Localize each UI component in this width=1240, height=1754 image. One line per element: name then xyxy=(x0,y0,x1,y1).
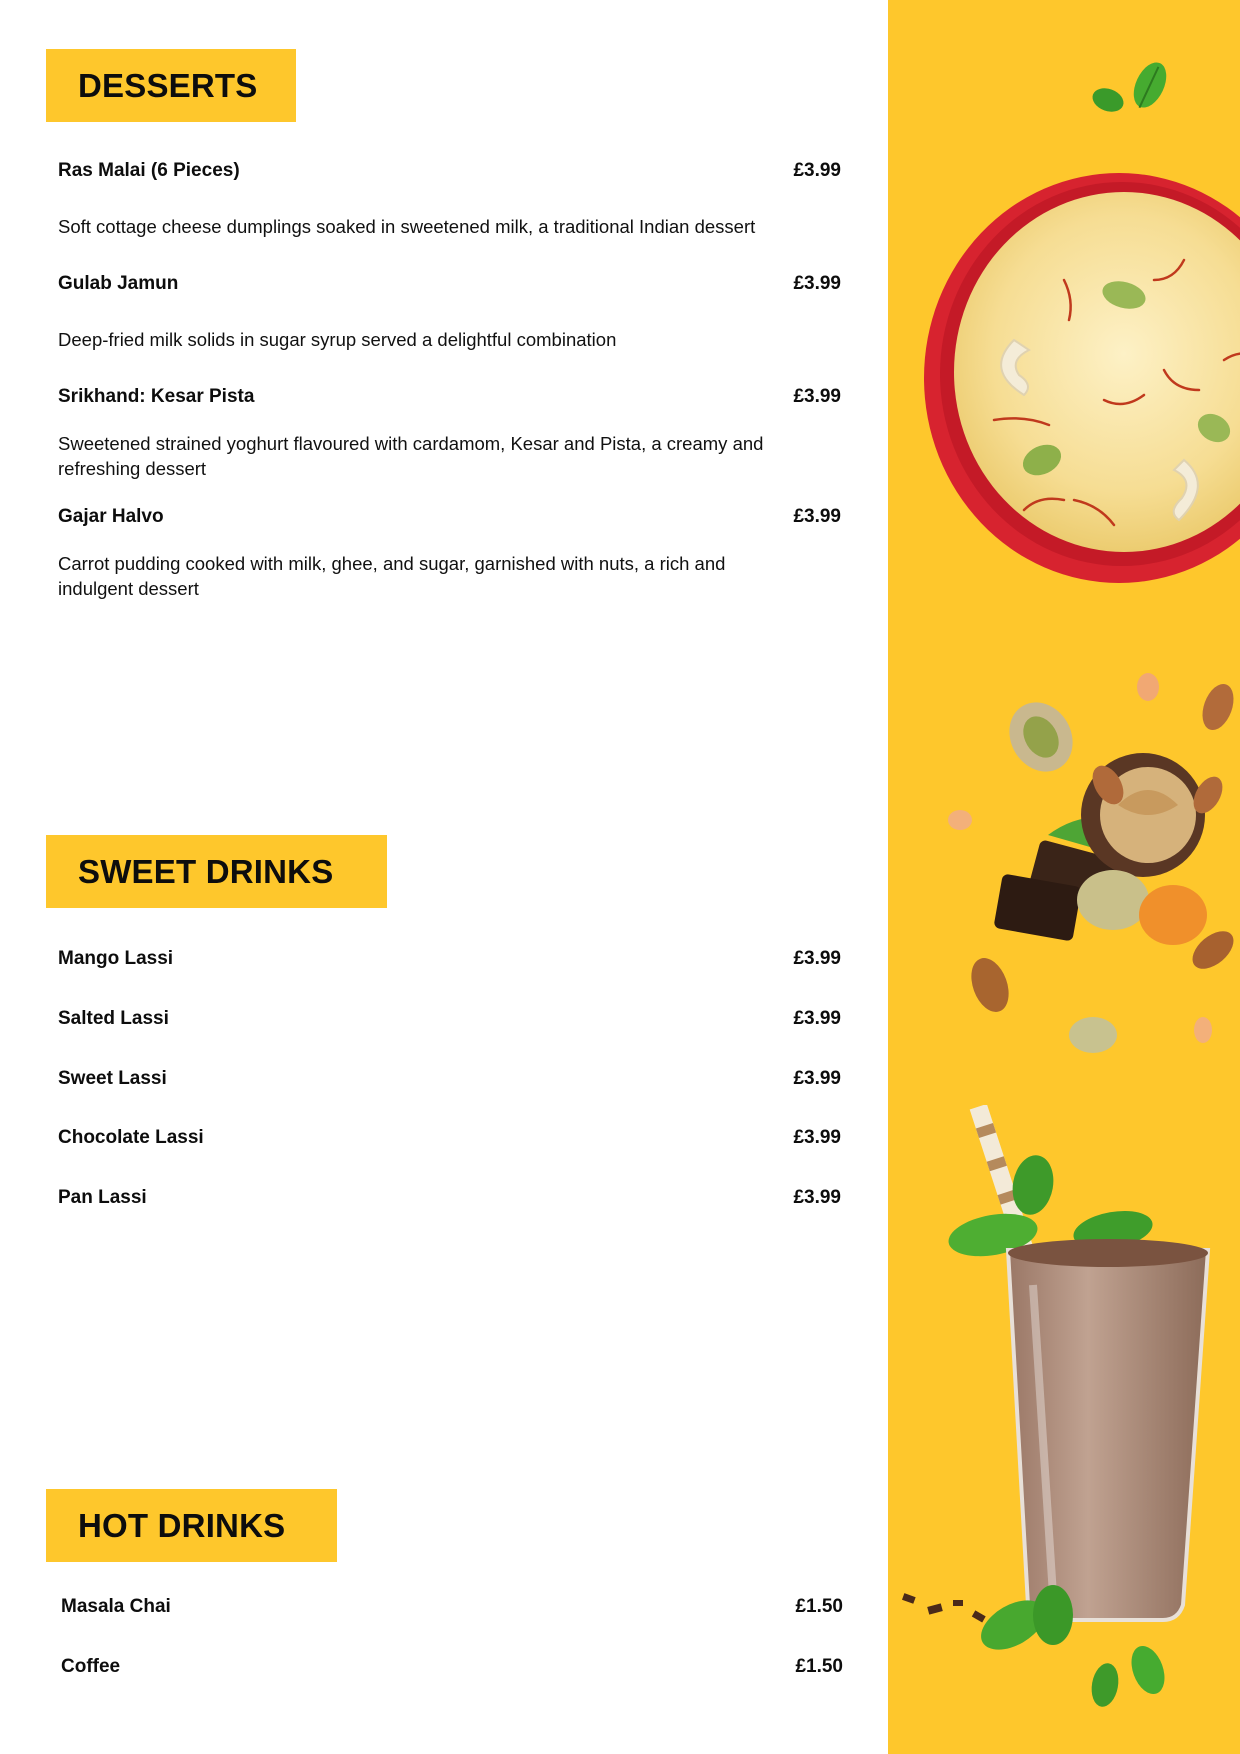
yellow-sidebar xyxy=(888,0,1240,1754)
hot-drinks-title: HOT DRINKS xyxy=(78,1506,286,1544)
hot-drink-item-name: Masala Chai xyxy=(61,1596,171,1617)
hot-drink-item-price: £1.50 xyxy=(795,1656,843,1677)
sweet-drink-item-name: Chocolate Lassi xyxy=(58,1127,204,1148)
dessert-item-description: Sweetened strained yoghurt flavoured with cardamom, Kesar and Pista, a creamy and refreshing dessert xyxy=(58,433,764,479)
ras-malai-bowl-icon xyxy=(924,160,1240,590)
sweet-drinks-header xyxy=(46,835,387,908)
dessert-item-description: Carrot pudding cooked with milk, ghee, and sugar, garnished with nuts, a rich and indulgent dessert xyxy=(58,553,726,599)
desserts-title: DESSERTS xyxy=(78,66,258,104)
dessert-item-price: £3.99 xyxy=(793,386,841,407)
hot-drink-item-price: £1.50 xyxy=(795,1596,843,1617)
sweet-drinks-title: SWEET DRINKS xyxy=(78,852,334,890)
dessert-item-price: £3.99 xyxy=(793,273,841,294)
dessert-item-name: Srikhand: Kesar Pista xyxy=(58,386,255,407)
sweet-drink-item-name: Pan Lassi xyxy=(58,1187,147,1208)
dessert-item-name: Ras Malai (6 Pieces) xyxy=(58,160,240,181)
dessert-item-name: Gajar Halvo xyxy=(58,506,164,527)
sweet-drink-item-name: Sweet Lassi xyxy=(58,1068,167,1089)
hot-drink-item-name: Coffee xyxy=(61,1656,121,1677)
dessert-item-name: Gulab Jamun xyxy=(58,273,179,294)
desserts-header xyxy=(46,49,296,122)
dessert-item-price: £3.99 xyxy=(793,506,841,527)
sweet-drink-item-name: Mango Lassi xyxy=(58,948,174,969)
hot-drinks-header xyxy=(46,1489,337,1562)
dessert-item-price: £3.99 xyxy=(793,160,841,181)
chocolate-milkshake-glass-icon xyxy=(893,1105,1240,1725)
dessert-item-description: Soft cottage cheese dumplings soaked in sweetened milk, a traditional Indian dessert xyxy=(58,216,756,237)
sweet-drink-item-price: £3.99 xyxy=(793,948,841,969)
sweet-drink-item-price: £3.99 xyxy=(793,1127,841,1148)
sweet-drink-item-price: £3.99 xyxy=(793,1068,841,1089)
mint-leaves-bottom-icon xyxy=(1083,1640,1173,1720)
dry-fruits-nuts-icon xyxy=(938,665,1240,1065)
sweet-drink-item-name: Salted Lassi xyxy=(58,1008,169,1029)
sweet-drink-item-price: £3.99 xyxy=(793,1187,841,1208)
dessert-item-description: Deep-fried milk solids in sugar syrup served a delightful combination xyxy=(58,329,617,350)
sweet-drink-item-price: £3.99 xyxy=(793,1008,841,1029)
mint-leaves-icon xyxy=(1088,55,1178,125)
